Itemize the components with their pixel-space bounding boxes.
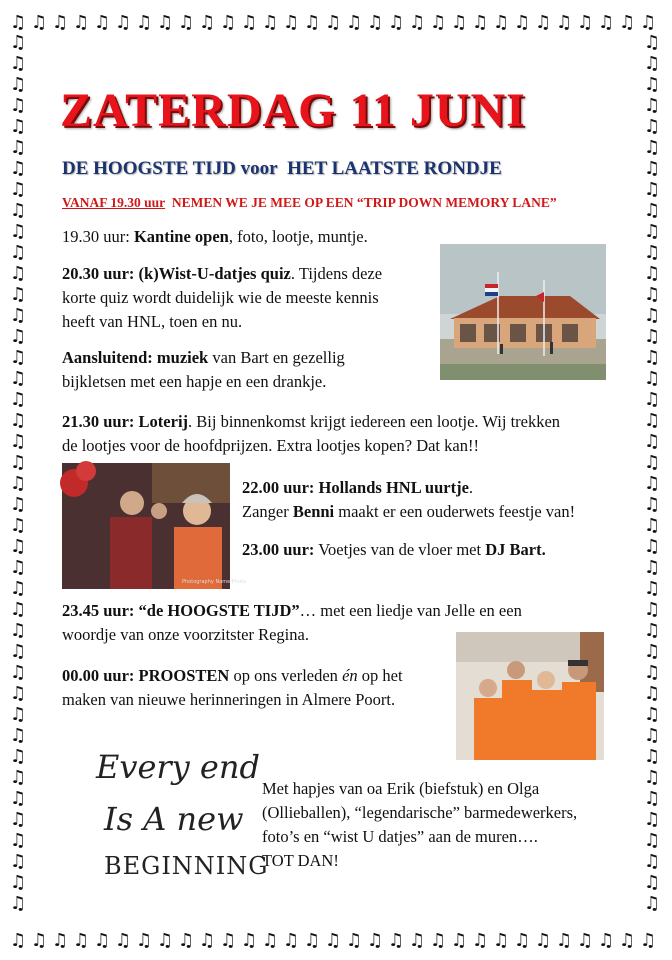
- music-note-icon: ♫: [644, 95, 661, 116]
- music-note-icon: ♫: [644, 830, 661, 851]
- subtitle: DE HOOGSTE TIJD voor HET LAATSTE RONDJE: [62, 158, 502, 179]
- music-note-icon: ♫: [644, 599, 661, 620]
- music-note-icon: ♫: [73, 930, 90, 951]
- music-note-icon: ♫: [10, 53, 27, 74]
- music-note-icon: ♫: [346, 12, 363, 33]
- music-note-icon: ♫: [10, 137, 27, 158]
- music-note-icon: ♫: [178, 930, 195, 951]
- music-note-icon: ♫: [644, 851, 661, 872]
- music-note-icon: ♫: [644, 683, 661, 704]
- music-note-icon: ♫: [199, 12, 216, 33]
- music-note-icon: ♫: [10, 221, 27, 242]
- music-note-icon: ♫: [644, 557, 661, 578]
- music-note-icon: ♫: [430, 930, 447, 951]
- music-note-icon: ♫: [644, 326, 661, 347]
- music-note-icon: ♫: [241, 12, 258, 33]
- music-note-icon: ♫: [535, 12, 552, 33]
- music-note-icon: ♫: [10, 452, 27, 473]
- quote-line-1: Every end: [96, 748, 260, 786]
- music-note-icon: ♫: [644, 347, 661, 368]
- music-note-icon: ♫: [644, 578, 661, 599]
- intro-line: VANAF 19.30 uur NEMEN WE JE MEE OP EEN “TRIP DOWN MEMORY LANE”: [62, 195, 557, 210]
- music-note-icon: ♫: [644, 893, 661, 914]
- music-note-icon: ♫: [10, 578, 27, 599]
- item-proosten: 00.00 uur: PROOSTEN op ons verleden én op het maken van nieuwe herinneringen in Almere Poort.: [62, 666, 403, 709]
- music-note-icon: ♫: [52, 930, 69, 951]
- music-note-icon: ♫: [10, 851, 27, 872]
- music-note-icon: ♫: [94, 12, 111, 33]
- music-note-icon: ♫: [644, 368, 661, 389]
- music-note-icon: ♫: [10, 557, 27, 578]
- closing-text: Met hapjes van oa Erik (biefstuk) en Olga (Ollieballen), “legendarische” barmedewerkers, foto’s en “wist U datjes” aan de muren…. TOT DAN!: [262, 779, 578, 870]
- music-note-icon: ♫: [430, 12, 447, 33]
- music-note-icon: ♫: [115, 930, 132, 951]
- music-note-icon: ♫: [644, 788, 661, 809]
- music-note-icon: ♫: [388, 930, 405, 951]
- singer-photo: [62, 463, 247, 589]
- music-note-icon: ♫: [10, 347, 27, 368]
- music-note-icon: ♫: [10, 200, 27, 221]
- music-note-icon: ♫: [644, 452, 661, 473]
- music-note-icon: ♫: [10, 74, 27, 95]
- music-note-icon: ♫: [10, 242, 27, 263]
- music-note-icon: ♫: [346, 930, 363, 951]
- music-note-icon: ♫: [644, 284, 661, 305]
- music-note-icon: ♫: [556, 930, 573, 951]
- music-note-icon: ♫: [644, 158, 661, 179]
- item-hollands: 22.00 uur: Hollands HNL uurtje. Zanger Benni maakt er een ouderwets feestje van!: [242, 478, 576, 521]
- music-note-icon: ♫: [619, 930, 636, 951]
- music-note-icon: ♫: [644, 389, 661, 410]
- music-note-icon: ♫: [10, 263, 27, 284]
- music-note-icon: ♫: [10, 158, 27, 179]
- music-note-icon: ♫: [644, 872, 661, 893]
- music-note-icon: ♫: [10, 179, 27, 200]
- item-kantine: 19.30 uur: Kantine open, foto, lootje, muntje.: [62, 227, 368, 246]
- staff-photo: [456, 632, 604, 760]
- music-note-icon: ♫: [10, 930, 27, 951]
- building-photo: [440, 244, 606, 380]
- music-note-icon: ♫: [94, 930, 111, 951]
- music-note-icon: ♫: [644, 620, 661, 641]
- music-note-icon: ♫: [598, 930, 615, 951]
- music-note-icon: ♫: [644, 515, 661, 536]
- item-quiz: 20.30 uur: (k)Wist-U-datjes quiz. Tijdens deze korte quiz wordt duidelijk wie de meeste kennis heeft van HNL, toen en nu.: [62, 264, 383, 331]
- music-note-icon: ♫: [283, 12, 300, 33]
- music-note-icon: ♫: [409, 12, 426, 33]
- music-note-icon: ♫: [31, 12, 48, 33]
- music-note-icon: ♫: [199, 930, 216, 951]
- music-note-icon: ♫: [514, 930, 531, 951]
- music-note-icon: ♫: [367, 930, 384, 951]
- item-hoogste: 23.45 uur: “de HOOGSTE TIJD”… met een liedje van Jelle en een woordje van onze voorzitster Regina.: [62, 601, 522, 644]
- music-note-icon: ♫: [493, 930, 510, 951]
- item-aansluitend: Aansluitend: muziek van Bart en gezellig bijkletsen met een hapje en een drankje.: [62, 348, 345, 391]
- music-note-icon: ♫: [644, 263, 661, 284]
- music-note-icon: ♫: [644, 242, 661, 263]
- music-note-icon: ♫: [619, 12, 636, 33]
- music-note-icon: ♫: [10, 893, 27, 914]
- music-note-icon: ♫: [10, 389, 27, 410]
- music-note-icon: ♫: [644, 536, 661, 557]
- music-note-icon: ♫: [10, 473, 27, 494]
- music-note-icon: ♫: [10, 368, 27, 389]
- music-note-icon: ♫: [10, 767, 27, 788]
- music-note-icon: ♫: [388, 12, 405, 33]
- music-note-icon: ♫: [262, 12, 279, 33]
- music-note-icon: ♫: [644, 725, 661, 746]
- item-loterij: 21.30 uur: Loterij. Bij binnenkomst krijgt iedereen een lootje. Wij trekken de lootjes voor de hoofdprijzen. Extra lootjes kopen? Dat kan!!: [62, 412, 561, 455]
- music-note-icon: ♫: [493, 12, 510, 33]
- music-note-icon: ♫: [136, 930, 153, 951]
- music-note-icon: ♫: [10, 326, 27, 347]
- music-note-icon: ♫: [241, 930, 258, 951]
- music-note-icon: ♫: [514, 12, 531, 33]
- music-note-icon: ♫: [31, 930, 48, 951]
- music-note-icon: ♫: [10, 746, 27, 767]
- music-note-icon: ♫: [535, 930, 552, 951]
- music-note-icon: ♫: [644, 32, 661, 53]
- music-note-icon: ♫: [10, 536, 27, 557]
- music-note-icon: ♫: [10, 641, 27, 662]
- music-note-icon: ♫: [325, 12, 342, 33]
- music-note-icon: ♫: [157, 12, 174, 33]
- music-note-icon: ♫: [577, 12, 594, 33]
- music-note-icon: ♫: [10, 662, 27, 683]
- music-note-icon: ♫: [325, 930, 342, 951]
- music-note-icon: ♫: [220, 12, 237, 33]
- music-note-icon: ♫: [644, 137, 661, 158]
- music-note-icon: ♫: [304, 930, 321, 951]
- music-note-icon: ♫: [115, 12, 132, 33]
- music-note-icon: ♫: [10, 284, 27, 305]
- music-note-icon: ♫: [644, 116, 661, 137]
- music-note-icon: ♫: [644, 473, 661, 494]
- music-note-icon: ♫: [10, 32, 27, 53]
- music-note-icon: ♫: [644, 431, 661, 452]
- music-note-icon: ♫: [644, 809, 661, 830]
- music-note-icon: ♫: [644, 74, 661, 95]
- music-note-icon: ♫: [10, 725, 27, 746]
- music-note-icon: ♫: [472, 930, 489, 951]
- music-note-icon: ♫: [644, 200, 661, 221]
- music-note-icon: ♫: [451, 930, 468, 951]
- music-note-icon: ♫: [451, 12, 468, 33]
- page-title: ZATERDAG 11 JUNI: [60, 84, 526, 137]
- music-note-icon: ♫: [10, 515, 27, 536]
- music-note-icon: ♫: [10, 305, 27, 326]
- music-note-icon: ♫: [136, 12, 153, 33]
- music-note-icon: ♫: [10, 410, 27, 431]
- music-note-icon: ♫: [644, 410, 661, 431]
- music-note-icon: ♫: [644, 662, 661, 683]
- music-note-icon: ♫: [10, 95, 27, 116]
- music-note-icon: ♫: [52, 12, 69, 33]
- music-note-icon: ♫: [10, 116, 27, 137]
- music-note-icon: ♫: [409, 930, 426, 951]
- music-note-icon: ♫: [283, 930, 300, 951]
- music-note-icon: ♫: [644, 704, 661, 725]
- music-note-icon: ♫: [644, 53, 661, 74]
- quote-line-3: BEGINNING: [104, 852, 269, 880]
- quote-line-2: Is A new: [104, 800, 244, 838]
- music-note-icon: ♫: [10, 431, 27, 452]
- music-note-icon: ♫: [10, 494, 27, 515]
- music-note-icon: ♫: [10, 704, 27, 725]
- music-note-icon: ♫: [644, 305, 661, 326]
- music-note-icon: ♫: [367, 12, 384, 33]
- music-note-icon: ♫: [178, 12, 195, 33]
- music-note-icon: ♫: [644, 767, 661, 788]
- music-note-icon: ♫: [10, 830, 27, 851]
- music-note-icon: ♫: [644, 179, 661, 200]
- music-note-icon: ♫: [10, 12, 27, 33]
- music-note-icon: ♫: [220, 930, 237, 951]
- music-note-icon: ♫: [157, 930, 174, 951]
- music-note-icon: ♫: [262, 930, 279, 951]
- music-note-icon: ♫: [556, 12, 573, 33]
- music-note-icon: ♫: [640, 12, 657, 33]
- music-note-icon: ♫: [10, 809, 27, 830]
- item-voetjes: 23.00 uur: Voetjes van de vloer met DJ Bart.: [242, 540, 546, 559]
- music-note-icon: ♫: [10, 788, 27, 809]
- music-note-icon: ♫: [644, 746, 661, 767]
- music-note-icon: ♫: [472, 12, 489, 33]
- music-note-icon: ♫: [644, 494, 661, 515]
- music-note-icon: ♫: [10, 683, 27, 704]
- music-note-icon: ♫: [304, 12, 321, 33]
- music-note-icon: ♫: [10, 872, 27, 893]
- music-note-icon: ♫: [577, 930, 594, 951]
- photo-watermark: Photography Name Photo: [182, 579, 247, 585]
- music-note-icon: ♫: [73, 12, 90, 33]
- music-note-icon: ♫: [598, 12, 615, 33]
- music-note-icon: ♫: [640, 930, 657, 951]
- music-note-icon: ♫: [10, 599, 27, 620]
- music-note-icon: ♫: [644, 221, 661, 242]
- music-note-icon: ♫: [10, 620, 27, 641]
- music-note-icon: ♫: [644, 641, 661, 662]
